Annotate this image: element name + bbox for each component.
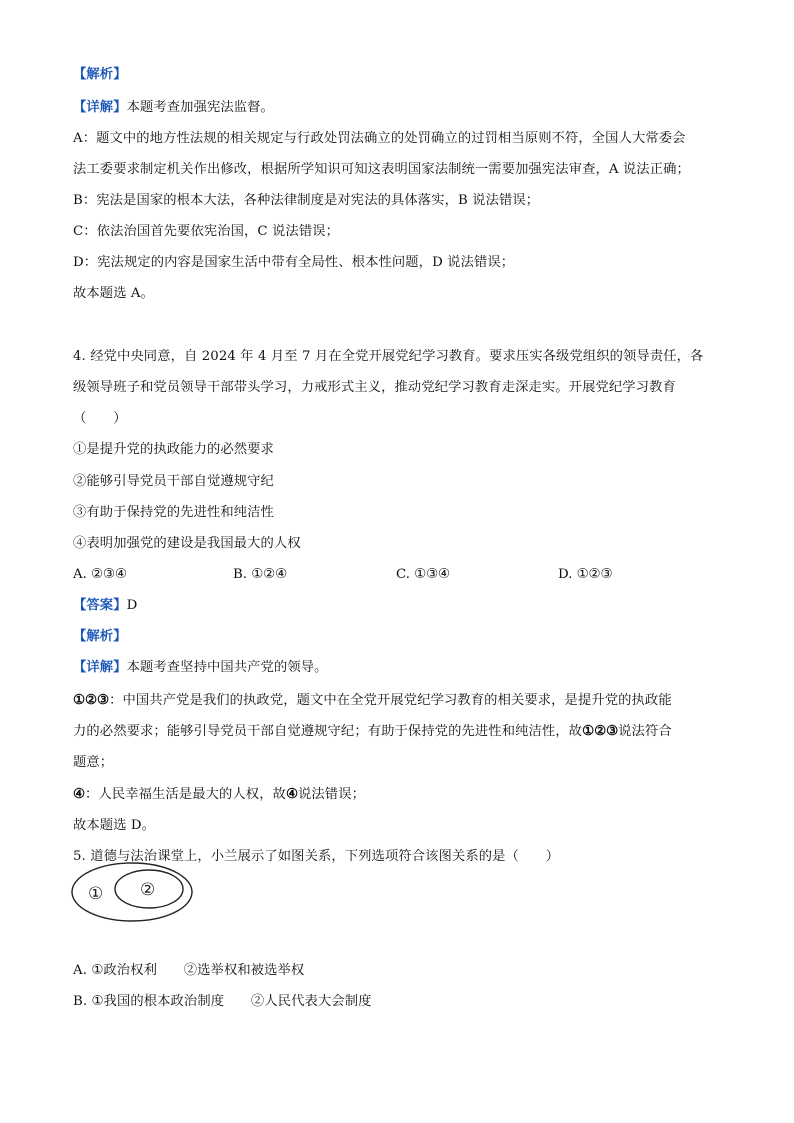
option-c: C. ①③④ (396, 567, 450, 582)
option-c-explanation: C：依法治国首先要依宪治国，C 说法错误； (73, 224, 340, 239)
question-4-stem-1: 4. 经党中央同意，自 2024 年 4 月至 7 月在全党开展党纪学习教育。要求压实各级党组织的领导责任，各 (73, 349, 704, 364)
statement-2: ②能够引导党员干部自觉遵规守纪 (73, 474, 274, 489)
statement-3: ③有助于保持党的先进性和纯洁性 (73, 505, 274, 520)
detail-line: 【详解】本题考查坚持中国共产党的领导。 (73, 660, 328, 675)
option-b: B. ①②④ (233, 567, 287, 582)
explanation-2: ④：人民幸福生活是最大的人权，故④说法错误； (73, 787, 365, 802)
statement-1: ①是提升党的执政能力的必然要求 (73, 442, 274, 457)
question-4-stem-2: 级领导班子和党员领导干部带头学习，力戒形式主义，推动党纪学习教育走深走实。开展党纪学习教育 (73, 380, 676, 395)
option-a: A. ②③④ (73, 567, 127, 582)
option-a-explanation-1: A：题文中的地方性法规的相关规定与行政处罚法确立的处罚确立的过罚相当原则不符，全国人大常委会 (73, 131, 686, 146)
explanation-1-line-3: 题意； (73, 755, 114, 770)
conclusion: 故本题选 D。 (73, 818, 156, 833)
outer-label: ① (88, 884, 104, 904)
detail-line: 【详解】本题考查加强宪法监督。 (73, 100, 274, 115)
inner-label: ② (140, 880, 156, 900)
option-d-explanation: D：宪法规定的内容是国家生活中带有全局性、根本性问题，D 说法错误； (73, 255, 515, 270)
nested-ellipse-diagram (70, 860, 200, 924)
question-5-option-b: B. ①我国的根本政治制度 ②人民代表大会制度 (73, 994, 372, 1009)
explanation-1-line-2: 力的必然要求；能够引导党员干部自觉遵规守纪；有助于保持党的先进性和纯洁性，故①②③说法符合 (73, 724, 672, 739)
question-4-stem-3: （ ） (73, 411, 127, 426)
answer-line: 【答案】D (73, 598, 138, 613)
analysis-tag: 【解析】 (73, 67, 127, 82)
option-d: D. ①②③ (558, 567, 613, 582)
option-a-explanation-2: 法工委要求制定机关作出修改，根据所学知识可知这表明国家法制统一需要加强宪法审查，A 说法正确； (73, 162, 690, 177)
explanation-1-line-1: ①②③：中国共产党是我们的执政党，题文中在全党开展党纪学习教育的相关要求，是提升党的执政能 (73, 693, 672, 708)
conclusion: 故本题选 A。 (73, 286, 155, 301)
analysis-tag: 【解析】 (73, 629, 127, 644)
question-5-option-a: A. ①政治权利 ②选举权和被选举权 (73, 963, 305, 978)
question-5-stem: 5. 道德与法治课堂上，小兰展示了如图关系，下列选项符合该图关系的是（ ） (73, 849, 560, 864)
option-b-explanation: B：宪法是国家的根本大法，各种法律制度是对宪法的具体落实，B 说法错误； (73, 193, 540, 208)
statement-4: ④表明加强党的建设是我国最大的人权 (73, 536, 301, 551)
